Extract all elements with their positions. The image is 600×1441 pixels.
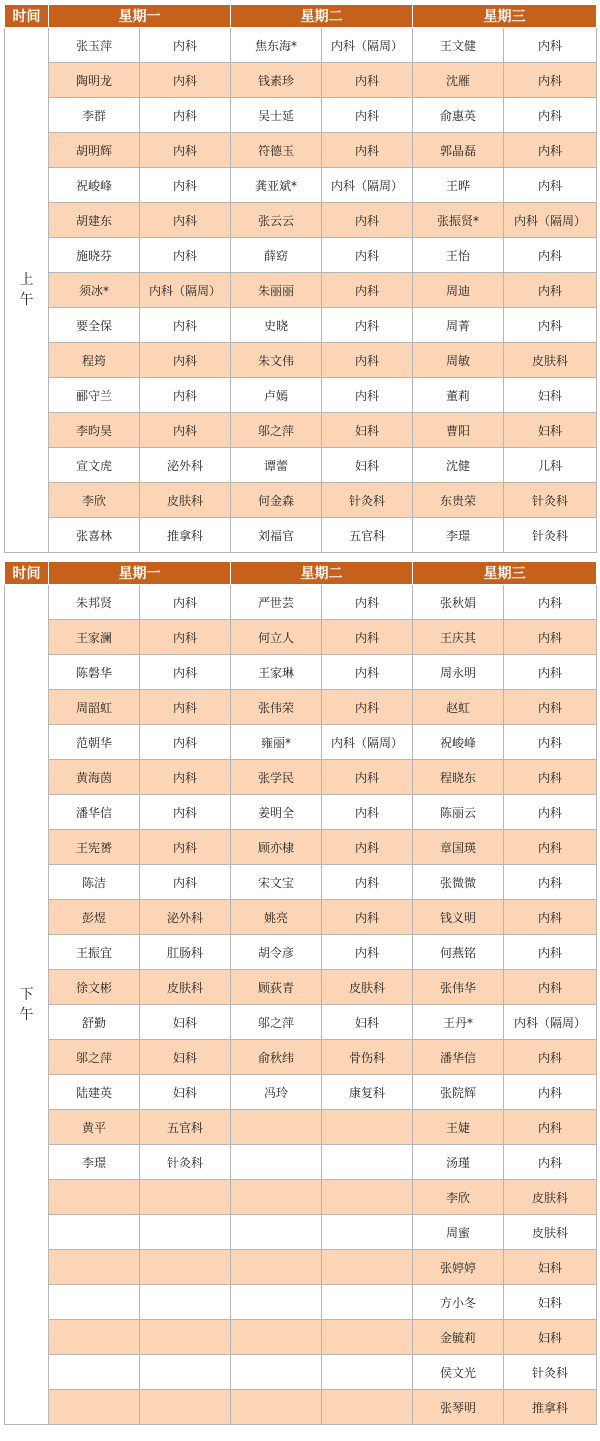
wed-dept-cell: 妇科 <box>504 1320 597 1355</box>
mon-doctor-cell: 黄海茵 <box>49 760 140 795</box>
mon-dept-cell: 肛肠科 <box>140 935 231 970</box>
tue-dept-cell: 内科 <box>322 273 413 308</box>
tue-dept-cell: 内科 <box>322 63 413 98</box>
wed-dept-cell: 内科（隔周） <box>504 1005 597 1040</box>
tue-doctor-cell: 顾亦棣 <box>231 830 322 865</box>
wed-dept-cell: 皮肤科 <box>504 343 597 378</box>
tue-dept-cell: 妇科 <box>322 413 413 448</box>
tue-doctor-cell: 王家琳 <box>231 655 322 690</box>
mon-doctor-cell: 陶明龙 <box>49 63 140 98</box>
wed-doctor-cell: 张微微 <box>413 865 504 900</box>
wed-doctor-cell: 张院辉 <box>413 1075 504 1110</box>
tue-doctor-cell <box>231 1320 322 1355</box>
tue-doctor-cell <box>231 1110 322 1145</box>
wed-doctor-cell: 王文健 <box>413 28 504 63</box>
table-row <box>5 620 597 655</box>
wed-dept-cell: 内科 <box>504 865 597 900</box>
tue-doctor-cell: 谭蕾 <box>231 448 322 483</box>
mon-doctor-cell: 李欣 <box>49 483 140 518</box>
mon-doctor-cell: 胡明辉 <box>49 133 140 168</box>
wed-doctor-cell: 汤瑾 <box>413 1145 504 1180</box>
mon-dept-cell: 内科 <box>140 725 231 760</box>
tue-doctor-cell: 严世芸 <box>231 585 322 620</box>
wed-dept-cell: 内科 <box>504 830 597 865</box>
wed-doctor-cell: 章国瑛 <box>413 830 504 865</box>
mon-doctor-cell: 李昀昊 <box>49 413 140 448</box>
mon-dept-cell: 内科 <box>140 413 231 448</box>
wed-dept-cell: 内科 <box>504 655 597 690</box>
wed-doctor-cell: 王庆其 <box>413 620 504 655</box>
wed-dept-cell: 内科 <box>504 795 597 830</box>
table-row <box>5 203 597 238</box>
table-row <box>5 273 597 308</box>
mon-dept-cell: 内科 <box>140 655 231 690</box>
table-row <box>5 98 597 133</box>
wed-doctor-cell: 沈健 <box>413 448 504 483</box>
wed-doctor-cell: 张秋娟 <box>413 585 504 620</box>
mon-dept-cell <box>140 1320 231 1355</box>
table-row <box>5 935 597 970</box>
mon-dept-cell: 针灸科 <box>140 1145 231 1180</box>
wed-dept-cell: 内科 <box>504 238 597 273</box>
wed-doctor-cell: 俞惠英 <box>413 98 504 133</box>
tue-doctor-cell: 朱文伟 <box>231 343 322 378</box>
table-row <box>5 168 597 203</box>
tue-dept-cell: 骨伤科 <box>322 1040 413 1075</box>
wed-dept-cell: 内科 <box>504 1075 597 1110</box>
tue-dept-cell: 内科（隔周） <box>322 168 413 203</box>
wed-doctor-cell: 赵虹 <box>413 690 504 725</box>
mon-dept-cell: 内科 <box>140 238 231 273</box>
tue-doctor-cell: 焦东海* <box>231 28 322 63</box>
tue-doctor-cell: 龚亚斌* <box>231 168 322 203</box>
tue-dept-cell: 内科 <box>322 760 413 795</box>
table-row <box>5 133 597 168</box>
mon-doctor-cell: 陈洁 <box>49 865 140 900</box>
mon-dept-cell: 内科 <box>140 343 231 378</box>
mon-doctor-cell: 胡建东 <box>49 203 140 238</box>
table-row <box>5 28 597 63</box>
day-header-tue: 星期二 <box>231 5 413 28</box>
header-row <box>5 562 597 585</box>
wed-doctor-cell: 张琴明 <box>413 1390 504 1425</box>
period-label-char: 午 <box>19 1006 34 1023</box>
mon-doctor-cell: 王振宜 <box>49 935 140 970</box>
mon-dept-cell: 内科（隔周） <box>140 273 231 308</box>
tue-doctor-cell: 姜明全 <box>231 795 322 830</box>
mon-doctor-cell: 张喜林 <box>49 518 140 553</box>
mon-dept-cell: 内科 <box>140 168 231 203</box>
day-header-mon: 星期一 <box>49 5 231 28</box>
mon-doctor-cell: 彭煜 <box>49 900 140 935</box>
table-row <box>5 1005 597 1040</box>
mon-dept-cell: 妇科 <box>140 1075 231 1110</box>
tue-dept-cell: 妇科 <box>322 1005 413 1040</box>
mon-dept-cell: 内科 <box>140 203 231 238</box>
tue-dept-cell: 康复科 <box>322 1075 413 1110</box>
mon-doctor-cell: 施晓芬 <box>49 238 140 273</box>
mon-dept-cell: 内科 <box>140 865 231 900</box>
tue-dept-cell: 内科 <box>322 98 413 133</box>
tue-doctor-cell: 顾荻青 <box>231 970 322 1005</box>
tue-dept-cell: 五官科 <box>322 518 413 553</box>
mon-doctor-cell <box>49 1250 140 1285</box>
table-row <box>5 900 597 935</box>
tue-dept-cell: 内科 <box>322 238 413 273</box>
table-row <box>5 238 597 273</box>
mon-dept-cell: 内科 <box>140 63 231 98</box>
wed-dept-cell: 针灸科 <box>504 1355 597 1390</box>
tue-doctor-cell: 雍丽* <box>231 725 322 760</box>
tue-doctor-cell <box>231 1180 322 1215</box>
wed-doctor-cell: 何燕铭 <box>413 935 504 970</box>
tue-doctor-cell: 俞秋纬 <box>231 1040 322 1075</box>
period-label <box>5 28 49 553</box>
tue-doctor-cell: 姚亮 <box>231 900 322 935</box>
mon-dept-cell: 内科 <box>140 620 231 655</box>
wed-dept-cell: 内科（隔周） <box>504 203 597 238</box>
table-row <box>5 690 597 725</box>
wed-doctor-cell: 侯文光 <box>413 1355 504 1390</box>
afternoon-rows <box>5 585 597 1425</box>
mon-dept-cell: 内科 <box>140 308 231 343</box>
wed-doctor-cell: 张伟华 <box>413 970 504 1005</box>
mon-dept-cell: 妇科 <box>140 1040 231 1075</box>
mon-doctor-cell <box>49 1320 140 1355</box>
wed-doctor-cell: 董莉 <box>413 378 504 413</box>
mon-doctor-cell: 潘华信 <box>49 795 140 830</box>
tue-doctor-cell <box>231 1250 322 1285</box>
wed-doctor-cell: 李欣 <box>413 1180 504 1215</box>
table-row <box>5 1285 597 1320</box>
tue-dept-cell: 内科 <box>322 900 413 935</box>
table-row <box>5 1320 597 1355</box>
mon-dept-cell: 内科 <box>140 98 231 133</box>
wed-dept-cell: 针灸科 <box>504 518 597 553</box>
wed-doctor-cell: 沈雁 <box>413 63 504 98</box>
wed-dept-cell: 内科 <box>504 63 597 98</box>
mon-doctor-cell <box>49 1180 140 1215</box>
time-header: 时间 <box>5 5 49 28</box>
mon-doctor-cell: 要全保 <box>49 308 140 343</box>
wed-doctor-cell: 陈丽云 <box>413 795 504 830</box>
mon-doctor-cell <box>49 1355 140 1390</box>
wed-doctor-cell: 张婷婷 <box>413 1250 504 1285</box>
wed-doctor-cell: 王丹* <box>413 1005 504 1040</box>
wed-dept-cell: 针灸科 <box>504 483 597 518</box>
table-row <box>5 63 597 98</box>
table-row <box>5 308 597 343</box>
wed-dept-cell: 内科 <box>504 1040 597 1075</box>
table-row <box>5 865 597 900</box>
tue-dept-cell: 内科 <box>322 343 413 378</box>
table-row <box>5 343 597 378</box>
mon-doctor-cell: 朱邦贤 <box>49 585 140 620</box>
wed-doctor-cell: 王婕 <box>413 1110 504 1145</box>
wed-dept-cell: 内科 <box>504 970 597 1005</box>
tue-dept-cell: 内科 <box>322 378 413 413</box>
wed-dept-cell: 儿科 <box>504 448 597 483</box>
tue-doctor-cell: 张学民 <box>231 760 322 795</box>
table-row <box>5 795 597 830</box>
tue-doctor-cell: 卢嫣 <box>231 378 322 413</box>
wed-dept-cell: 妇科 <box>504 378 597 413</box>
wed-dept-cell: 内科 <box>504 133 597 168</box>
tue-doctor-cell <box>231 1390 322 1425</box>
mon-dept-cell: 内科 <box>140 585 231 620</box>
table-row <box>5 970 597 1005</box>
wed-dept-cell: 内科 <box>504 28 597 63</box>
mon-dept-cell: 皮肤科 <box>140 483 231 518</box>
table-row <box>5 1215 597 1250</box>
wed-dept-cell: 内科 <box>504 168 597 203</box>
table-row <box>5 655 597 690</box>
tue-doctor-cell: 何金森 <box>231 483 322 518</box>
table-row <box>5 725 597 760</box>
tue-doctor-cell: 吴士延 <box>231 98 322 133</box>
tue-doctor-cell: 何立人 <box>231 620 322 655</box>
wed-doctor-cell: 钱义明 <box>413 900 504 935</box>
tue-dept-cell <box>322 1180 413 1215</box>
period-label-char: 下 <box>19 986 34 1003</box>
tue-dept-cell: 内科 <box>322 620 413 655</box>
morning-schedule-table <box>4 4 597 553</box>
wed-dept-cell: 妇科 <box>504 413 597 448</box>
wed-doctor-cell: 周蜜 <box>413 1215 504 1250</box>
wed-dept-cell: 妇科 <box>504 1250 597 1285</box>
wed-doctor-cell: 郭晶磊 <box>413 133 504 168</box>
mon-dept-cell: 内科 <box>140 28 231 63</box>
tue-doctor-cell: 宋文宝 <box>231 865 322 900</box>
wed-doctor-cell: 张振贤* <box>413 203 504 238</box>
mon-dept-cell <box>140 1285 231 1320</box>
wed-dept-cell: 皮肤科 <box>504 1215 597 1250</box>
table-row <box>5 1390 597 1425</box>
mon-doctor-cell: 王宪赟 <box>49 830 140 865</box>
mon-dept-cell: 泌外科 <box>140 448 231 483</box>
mon-doctor-cell: 黄平 <box>49 1110 140 1145</box>
table-row <box>5 483 597 518</box>
tue-dept-cell: 内科 <box>322 133 413 168</box>
tue-doctor-cell: 张云云 <box>231 203 322 238</box>
tue-doctor-cell: 符德玉 <box>231 133 322 168</box>
table-row <box>5 1355 597 1390</box>
tue-dept-cell: 内科（隔周） <box>322 725 413 760</box>
mon-doctor-cell: 徐文彬 <box>49 970 140 1005</box>
mon-dept-cell: 内科 <box>140 378 231 413</box>
period-label-char: 午 <box>19 292 34 308</box>
wed-dept-cell: 内科 <box>504 760 597 795</box>
tue-dept-cell: 内科 <box>322 935 413 970</box>
table-row <box>5 518 597 553</box>
tue-doctor-cell: 钱素珍 <box>231 63 322 98</box>
table-row <box>5 448 597 483</box>
wed-doctor-cell: 王怡 <box>413 238 504 273</box>
time-header: 时间 <box>5 562 49 585</box>
tue-doctor-cell: 朱丽丽 <box>231 273 322 308</box>
table-row <box>5 378 597 413</box>
tue-doctor-cell: 胡令彦 <box>231 935 322 970</box>
wed-doctor-cell: 东贵荣 <box>413 483 504 518</box>
wed-dept-cell: 内科 <box>504 725 597 760</box>
tue-dept-cell <box>322 1320 413 1355</box>
wed-doctor-cell: 周敏 <box>413 343 504 378</box>
tue-doctor-cell: 薛窈 <box>231 238 322 273</box>
morning-rows <box>5 28 597 553</box>
mon-dept-cell <box>140 1250 231 1285</box>
header-row <box>5 5 597 28</box>
day-header-tue: 星期二 <box>231 562 413 585</box>
tue-doctor-cell: 冯玲 <box>231 1075 322 1110</box>
mon-doctor-cell: 范朝华 <box>49 725 140 760</box>
wed-dept-cell: 内科 <box>504 935 597 970</box>
mon-doctor-cell: 郦守兰 <box>49 378 140 413</box>
wed-dept-cell: 妇科 <box>504 1285 597 1320</box>
mon-dept-cell: 妇科 <box>140 1005 231 1040</box>
mon-doctor-cell: 张玉萍 <box>49 28 140 63</box>
mon-dept-cell: 推拿科 <box>140 518 231 553</box>
mon-doctor-cell: 祝峻峰 <box>49 168 140 203</box>
mon-doctor-cell: 邬之萍 <box>49 1040 140 1075</box>
day-header-wed: 星期三 <box>413 5 597 28</box>
wed-dept-cell: 内科 <box>504 690 597 725</box>
wed-dept-cell: 内科 <box>504 1145 597 1180</box>
tue-dept-cell: 内科 <box>322 585 413 620</box>
day-header-mon: 星期一 <box>49 562 231 585</box>
tue-doctor-cell: 邬之萍 <box>231 1005 322 1040</box>
mon-dept-cell: 皮肤科 <box>140 970 231 1005</box>
tue-dept-cell: 内科 <box>322 830 413 865</box>
tue-dept-cell: 内科 <box>322 795 413 830</box>
wed-doctor-cell: 祝峻峰 <box>413 725 504 760</box>
table-row <box>5 585 597 620</box>
mon-doctor-cell: 周韶虹 <box>49 690 140 725</box>
table-row <box>5 1145 597 1180</box>
tue-dept-cell: 皮肤科 <box>322 970 413 1005</box>
tue-dept-cell: 内科 <box>322 865 413 900</box>
tue-doctor-cell <box>231 1215 322 1250</box>
tue-dept-cell <box>322 1110 413 1145</box>
wed-dept-cell: 内科 <box>504 98 597 133</box>
table-row <box>5 413 597 448</box>
table-row <box>5 1180 597 1215</box>
tue-dept-cell <box>322 1215 413 1250</box>
mon-doctor-cell: 李群 <box>49 98 140 133</box>
wed-doctor-cell: 周迪 <box>413 273 504 308</box>
tue-dept-cell: 内科 <box>322 690 413 725</box>
mon-dept-cell: 内科 <box>140 760 231 795</box>
mon-doctor-cell: 宣文虎 <box>49 448 140 483</box>
wed-dept-cell: 内科 <box>504 273 597 308</box>
wed-doctor-cell: 程晓东 <box>413 760 504 795</box>
tue-dept-cell <box>322 1285 413 1320</box>
mon-doctor-cell <box>49 1285 140 1320</box>
wed-dept-cell: 内科 <box>504 308 597 343</box>
tue-doctor-cell <box>231 1285 322 1320</box>
tue-doctor-cell: 史晓 <box>231 308 322 343</box>
wed-dept-cell: 推拿科 <box>504 1390 597 1425</box>
tue-dept-cell: 内科（隔周） <box>322 28 413 63</box>
wed-doctor-cell: 周永明 <box>413 655 504 690</box>
wed-doctor-cell: 金毓莉 <box>413 1320 504 1355</box>
mon-dept-cell <box>140 1180 231 1215</box>
mon-dept-cell <box>140 1355 231 1390</box>
wed-dept-cell: 内科 <box>504 585 597 620</box>
mon-dept-cell: 泌外科 <box>140 900 231 935</box>
wed-doctor-cell: 周菁 <box>413 308 504 343</box>
period-label-char: 上 <box>19 272 34 288</box>
wed-doctor-cell: 王晔 <box>413 168 504 203</box>
tue-doctor-cell: 刘福官 <box>231 518 322 553</box>
mon-doctor-cell <box>49 1215 140 1250</box>
mon-dept-cell <box>140 1390 231 1425</box>
mon-dept-cell <box>140 1215 231 1250</box>
tue-doctor-cell <box>231 1145 322 1180</box>
table-row <box>5 830 597 865</box>
wed-dept-cell: 内科 <box>504 620 597 655</box>
period-label <box>5 585 49 1425</box>
wed-doctor-cell: 潘华信 <box>413 1040 504 1075</box>
table-row <box>5 1250 597 1285</box>
mon-doctor-cell <box>49 1390 140 1425</box>
tue-dept-cell <box>322 1145 413 1180</box>
tue-dept-cell: 内科 <box>322 308 413 343</box>
mon-doctor-cell: 程筠 <box>49 343 140 378</box>
tue-dept-cell: 针灸科 <box>322 483 413 518</box>
table-row <box>5 1110 597 1145</box>
table-row <box>5 760 597 795</box>
wed-doctor-cell: 李璟 <box>413 518 504 553</box>
wed-doctor-cell: 方小冬 <box>413 1285 504 1320</box>
mon-doctor-cell: 李璟 <box>49 1145 140 1180</box>
table-row <box>5 1040 597 1075</box>
tue-doctor-cell: 张伟荣 <box>231 690 322 725</box>
mon-doctor-cell: 陈磐华 <box>49 655 140 690</box>
wed-dept-cell: 内科 <box>504 1110 597 1145</box>
mon-dept-cell: 五官科 <box>140 1110 231 1145</box>
wed-dept-cell: 皮肤科 <box>504 1180 597 1215</box>
tue-dept-cell: 内科 <box>322 203 413 238</box>
mon-doctor-cell: 须冰* <box>49 273 140 308</box>
mon-doctor-cell: 舒勤 <box>49 1005 140 1040</box>
mon-dept-cell: 内科 <box>140 830 231 865</box>
tue-doctor-cell: 邬之萍 <box>231 413 322 448</box>
mon-doctor-cell: 王家澜 <box>49 620 140 655</box>
table-row <box>5 1075 597 1110</box>
tue-dept-cell <box>322 1355 413 1390</box>
wed-dept-cell: 内科 <box>504 900 597 935</box>
afternoon-schedule-table <box>4 561 597 1425</box>
day-header-wed: 星期三 <box>413 562 597 585</box>
tue-dept-cell: 内科 <box>322 655 413 690</box>
mon-doctor-cell: 陆建英 <box>49 1075 140 1110</box>
mon-dept-cell: 内科 <box>140 133 231 168</box>
wed-doctor-cell: 曹阳 <box>413 413 504 448</box>
tue-dept-cell <box>322 1250 413 1285</box>
tue-dept-cell <box>322 1390 413 1425</box>
tue-doctor-cell <box>231 1355 322 1390</box>
tue-dept-cell: 妇科 <box>322 448 413 483</box>
mon-dept-cell: 内科 <box>140 690 231 725</box>
mon-dept-cell: 内科 <box>140 795 231 830</box>
